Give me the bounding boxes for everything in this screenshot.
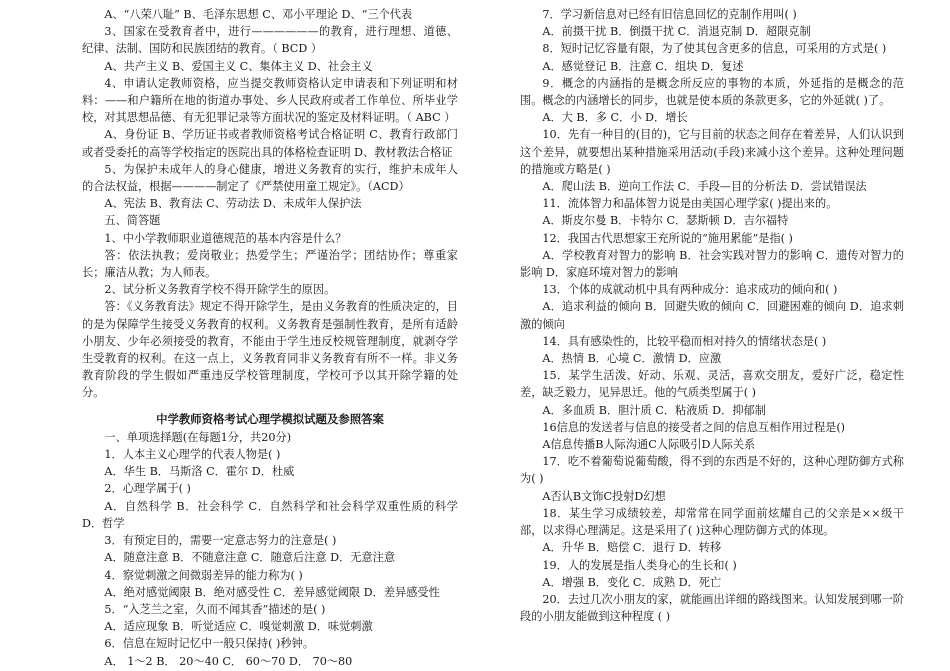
section-heading: 一、单项选择题(在每题1分，共20分) <box>104 430 292 444</box>
option-line: A．适应现象 B．听觉适应 C．嗅觉刺激 D．味觉刺激 <box>104 620 373 634</box>
question-text: 5．“入芝兰之室，久而不闻其香”描述的是( ) <box>104 602 326 616</box>
option-line: A．斯皮尔曼 B．卡特尔 C．瑟斯顿 D．吉尔福特 <box>542 214 789 228</box>
question-text: 2．心理学属于( ) <box>104 482 191 496</box>
option-line: A、身份证 B、学历证书或者教师资格考试合格证明 C、教育行政部门或者受委托的高等学校指定的医院出具的体格检查证明 D、教材教法合格证 <box>82 128 458 159</box>
answer-text: 答：《义务教育法》规定不得开除学生，是由义务教育的性质决定的，目的是为保障学生接受义务教育的权利。义务教育是强制性教育，是所有适龄小朋友、少年必须接受的教育，不能由于学生违反校规管理制度，就剥夺学生受教育的权利。在这一点上，义务教育同非义务教育有所不一样。非义务教育阶段的学生假如严重违反学校管理制度，学校可予以其开除学籍的处分。 <box>82 300 458 400</box>
option-line: A．大 B．多 C．小 D．增长 <box>542 111 688 125</box>
question-text: 3、国家在受教育者中，进行——————的教育，进行理想、道德、纪律、法制、国防和民族团结的教育。（ BCD ） <box>82 25 458 56</box>
option-line: A． 1～2 B． 20～40 C． 60～70 D． 70～80 <box>104 654 353 668</box>
question-text: 9．概念的内涵指的是概念所反应的事物的本质，外延指的是概念的范围。概念的内涵增长的同步，也就是使本质的条款更多，它的外延就( )了。 <box>520 76 904 108</box>
option-line: A．追求利益的倾向 B．回避失败的倾向 C．回避困难的倾向 D．追求刺激的倾向 <box>520 300 904 331</box>
question-text: 19．人的发展是指人类身心的生长和( ) <box>542 558 737 572</box>
question-text: 1、中小学教师职业道德规范的基本内容是什么？ <box>104 231 347 245</box>
question-text: 11．流体智力和晶体智力说是由美国心理学家( )提出来的。 <box>542 197 838 211</box>
question-text: 17．吃不着葡萄说葡萄酸，得不到的东西是不好的，这种心理防御方式称为( ) <box>520 455 904 486</box>
question-text: 7．学习新信息对已经有旧信息回忆的克制作用叫( ) <box>542 8 797 21</box>
question-text: 2、试分析义务教育学校不得开除学生的原因。 <box>104 283 336 297</box>
option-line: A．学校教育对智力的影响 B．社会实践对智力的影响 C．遗传对智力的影响 D．家庭环境对智力的影响 <box>520 248 904 280</box>
option-line: A否认B文饰C投射D幻想 <box>542 489 666 503</box>
question-text: 14．具有感染性的，比较平稳而相对持久的情绪状态是( ) <box>542 334 827 348</box>
option-line: A．自然科学 B．社会科学 C．自然科学和社会科学双重性质的科学 D．哲学 <box>82 499 458 530</box>
option-line: A信息传播B人际沟通C人际吸引D人际关系 <box>542 438 756 452</box>
question-text: 6．信息在短时记忆中一般只保持( )秒钟。 <box>104 637 314 651</box>
question-text: 4．察觉刺激之间微弱差异的能力称为( ) <box>104 568 303 582</box>
question-text: 4、申请认定教师资格，应当提交教师资格认定申请表和下列证明和材料：——和户籍所在地的街道办事处、乡人民政府或者工作单位、所毕业学校，对其思想品德、有无犯罪记录等方面状况的鉴定及材料证明。（ ABC ） <box>82 76 458 125</box>
question-text: 8．短时记忆容量有限，为了使其包含更多的信息，可采用的方式是( ) <box>542 42 887 56</box>
option-line: A、宪法 B、教育法 C、劳动法 D、未成年人保护法 <box>104 197 362 211</box>
option-line: A．感觉登记 B．注意 C．组块 D．复述 <box>542 59 744 73</box>
exam-title: 中学教师资格考试心理学模拟试题及参照答案 <box>156 411 384 426</box>
question-text: 15．某学生活泼、好动、乐观、灵活，喜欢交朋友，爱好广泛，稳定性差，缺乏毅力，见异思迁。他的气质类型属于( ) <box>520 369 904 400</box>
option-line: A、共产主义 B、爱国主义 C、集体主义 D、社会主义 <box>104 59 373 73</box>
option-line: A．升华 B．赔偿 C．退行 D．转移 <box>542 541 722 555</box>
option-line: A．绝对感觉阈限 B．绝对感受性 C．差异感觉阈限 D．差异感受性 <box>104 585 440 599</box>
left-column <box>82 6 458 670</box>
section-heading: 五、简答题 <box>104 214 161 228</box>
question-text: 3．有预定目的，需要一定意志努力的注意是( ) <box>104 534 337 548</box>
question-text: 16信息的发送者与信息的接受者之间的信息互相作用过程是() <box>542 420 846 434</box>
option-line: A．华生 B．马斯洛 C．霍尔 D．杜威 <box>104 465 295 479</box>
option-line: A．热情 B．心境 C．激情 D．应激 <box>542 352 722 366</box>
question-text: 10．先有一种目的(目的)，它与目前的状态之间存在着差异，人们认识到这个差异，就要想出某种措施采用活动(手段)来减小这个差异。这种处理问题的措施或方略是( ) <box>520 128 904 176</box>
question-text: 1．人本主义心理学的代表人物是( ) <box>104 448 281 462</box>
option-line: A．爬山法 B．逆向工作法 C．手段—目的分析法 D．尝试错误法 <box>542 180 867 194</box>
option-line: A．随意注意 B．不随意注意 C．随意后注意 D．无意注意 <box>104 551 396 565</box>
option-line: A．增强 B．变化 C．成熟 D．死亡 <box>542 575 722 589</box>
option-line: A、“八荣八耻” B、毛泽东思想 C、邓小平理论 D、“三个代表 <box>104 8 413 21</box>
right-column <box>520 6 904 625</box>
answer-text: 答：依法执教；爱岗敬业；热爱学生；严谨治学；团结协作；尊重家长；廉洁从教；为人师表。 <box>82 248 458 280</box>
option-line: A．多血质 B．胆汁质 C．粘液质 D．抑郁制 <box>542 403 766 417</box>
question-text: 20．去过几次小朋友的家，就能画出详细的路线图来。认知发展到哪一阶段的小朋友能做到这种程度 ( ) <box>520 592 904 624</box>
question-text: 12．我国古代思想家王充所说的“施用累能”是指( ) <box>542 231 793 245</box>
question-text: 5、为保护未成年人的身心健康，增进义务教育的实行，维护未成年人的合法权益，根据————制定了《严禁使用童工规定》。（ACD） <box>82 162 458 194</box>
question-text: 13．个体的成就动机中具有两种成分：追求成功的倾向和( ) <box>542 283 838 297</box>
question-text: 18．某生学习成绩较差，却常常在同学面前炫耀自己的父亲是××级干部，以求得心理满足。这是采用了( )这种心理防御方式的体现。 <box>520 506 904 538</box>
option-line: A．前摄干扰 B．倒摄干扰 C．消退克制 D．超限克制 <box>542 25 811 39</box>
